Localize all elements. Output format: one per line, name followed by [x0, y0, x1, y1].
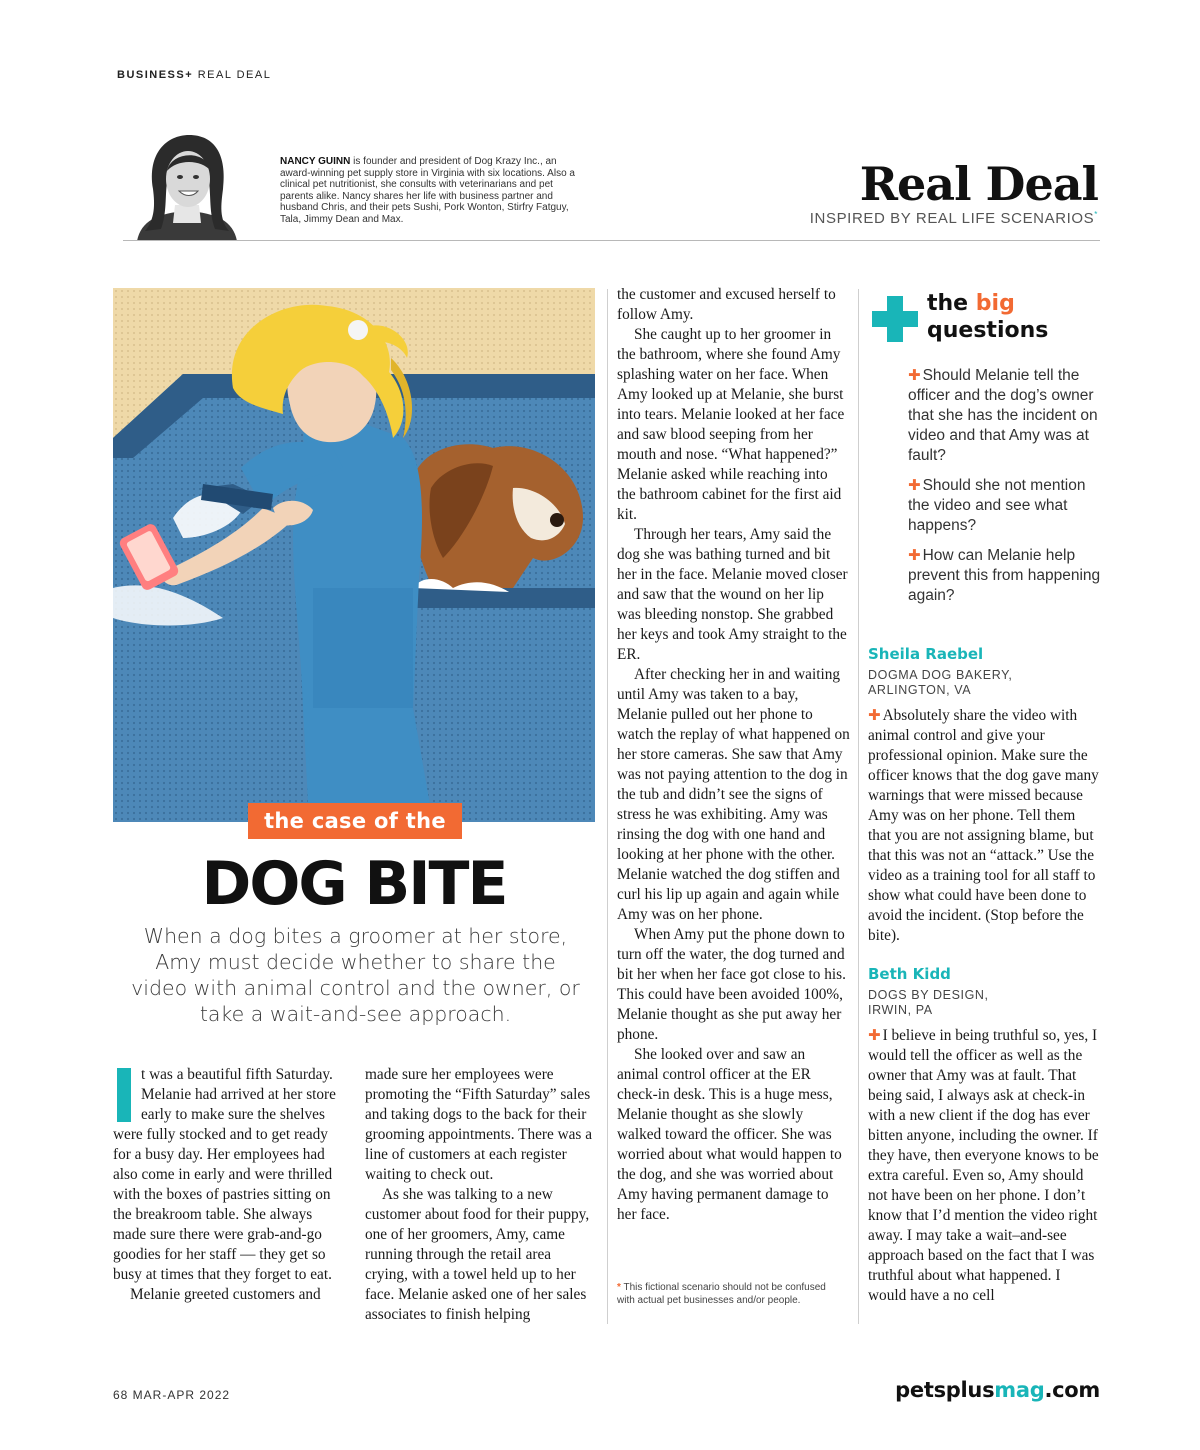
plus-icon: [872, 296, 918, 342]
expert-org-line: ARLINGTON, VA: [868, 682, 972, 697]
section-name: BUSINESS+: [117, 69, 194, 81]
author-bio: [280, 156, 585, 225]
plus-bullet-icon: ✚: [908, 366, 921, 384]
plus-bullet-icon: ✚: [868, 706, 881, 724]
bq-title-highlight: big: [975, 291, 1015, 316]
story-headline: DOG BITE: [201, 849, 507, 919]
bq-title-suffix: questions: [927, 318, 1049, 343]
story-paragraph: the customer and excused herself to follow Amy.: [617, 286, 836, 323]
footnote-text: This fictional scenario should not be confused with actual pet businesses and/or people.: [617, 1282, 826, 1306]
disclaimer-footnote: [617, 1281, 839, 1307]
masthead: [810, 158, 1098, 227]
story-paragraph: When Amy put the phone down to turn off the water, the dog turned and bit her when her face got close to his. This could have been avoided 100%, Melanie thought as she put away her phone.: [617, 926, 846, 1043]
masthead-tagline-text: INSPIRED BY REAL LIFE SCENARIOS: [809, 210, 1095, 227]
expert-answer-text: I believe in being truthful so, yes, I would tell the officer as well as the owner that Amy was at fault. That being said, I always ask at check-in with a new client if the dog has ever bitten anyone, including the owner. If they have, then everyone knows to be extra careful. Even so, Amy should not have been on her phone. I don’t know that I’d mention the video right away. I may take a wait–and-see approach based on the fact that I was truthful about what happened. I would have a no cell: [868, 1027, 1099, 1304]
story-paragraph: Through her tears, Amy said the dog she was bathing turned and bit her in the face. Melanie moved closer and saw that the wound on her lip was bleeding nonstop. She grabbed her keys and took Amy straight to the ER.: [617, 526, 848, 663]
question-text: Should she not mention the video and see what happens?: [908, 477, 1086, 534]
story-paragraph: She caught up to her groomer in the bathroom, where she found Amy splashing water on her face. When Amy looked up at Melanie, she burst into tears. Melanie looked at her face and saw blood seeping from her mouth and nose. “What happened?” Melanie asked while reaching into the bathroom cabinet for the first aid kit.: [617, 326, 845, 523]
author-bio-text: is founder and president of Dog Krazy Inc., an award-winning pet supply store in Virginia with six locations. Also a clinical pet nutritionist, she consults with veterinarians and pet parents alike. Nancy shares her life with business partner and husband Chris, and their pets Sushi, Pork Wonton, Stirfry Fatguy, Tala, Jimmy Dean and Max.: [280, 156, 575, 225]
expert-org-line: DOGS BY DESIGN,: [868, 988, 989, 1002]
site-url-part: mag: [994, 1378, 1045, 1402]
story-paragraph: Melanie greeted customers and: [130, 1286, 321, 1303]
story-paragraph: As she was talking to a new customer about food for their puppy, one of her groomers, Amy, came running through the retail area crying, with a towel held up to her face. Melanie asked one of her sales associates to finish helping: [365, 1186, 590, 1323]
expert-org-line: DOGMA DOG BAKERY,: [868, 668, 1013, 682]
story-paragraph: She looked over and saw an animal control officer at the ER check-in desk. This is a huge mess, Melanie thought as she slowly walked toward the officer. She was worried about what would happen to the dog, and she was worried about Amy having permanent damage to her face.: [617, 1046, 842, 1223]
question-item: [908, 475, 1103, 536]
expert-org: [868, 668, 1013, 697]
story-paragraph: t was a beautiful fifth Saturday. Melanie had arrived at her store early to make sure the shelves were fully stocked and to get ready for a busy day. Her employees had also come in early and were thrilled with the boxes of pastries sitting on the breakroom table. She always made sure there were grab-and-go goodies for her staff — they get so busy at times that they forget to eat.: [113, 1066, 336, 1283]
site-url: [895, 1378, 1100, 1402]
groomer-dog-illustration: [113, 288, 595, 822]
story-deck: When a dog bites a groomer at her store, Amy must decide whether to share the video with animal control and the owner, or take a wait-and-see approach.: [131, 924, 580, 1026]
story-column-3: [617, 285, 850, 1225]
expert-name: Beth Kidd: [868, 965, 951, 983]
section-tag: [117, 69, 271, 81]
dropcap-bar: [117, 1068, 131, 1122]
big-questions-title: [927, 290, 1048, 344]
site-url-part: petsplus: [895, 1378, 995, 1402]
question-item: [908, 545, 1103, 606]
site-url-part: .com: [1044, 1378, 1100, 1402]
column-divider: [607, 289, 608, 1324]
story-paragraph: After checking her in and waiting until Amy was taken to a bay, Melanie pulled out her phone to watch the replay of what happened on her store cameras. She saw that Amy was not paying attention to the dog in the tub and didn’t see the signs of stress he was exhibiting. Amy was rinsing the dog with one hand and looking at her phone with the other. Melanie watched the dog stiffen and curl his lip up again and again while Amy was on her phone.: [617, 666, 850, 923]
question-item: [908, 365, 1103, 466]
masthead-title: Real Deal: [859, 157, 1098, 211]
plus-bullet-icon: ✚: [908, 546, 921, 564]
bq-title-prefix: the: [927, 291, 969, 316]
plus-bullet-icon: ✚: [868, 1026, 881, 1044]
expert-org-line: IRWIN, PA: [868, 1002, 933, 1017]
expert-org: [868, 988, 989, 1017]
expert-answer: [868, 1025, 1100, 1306]
author-photo: [123, 133, 251, 241]
story-paragraph: made sure her employees were promoting the “Fifth Saturday” sales and taking dogs to the back for their grooming appointments. There was a line of customers at each register waiting to check out.: [365, 1066, 592, 1183]
story-column-2: [365, 1065, 597, 1325]
tagline-mark: *: [1094, 210, 1098, 219]
case-kicker-banner: the case of the: [248, 803, 462, 839]
big-questions-list: [908, 365, 1103, 615]
plus-bullet-icon: ✚: [908, 476, 921, 494]
expert-name: Sheila Raebel: [868, 645, 984, 663]
subsection-name: REAL DEAL: [197, 69, 272, 81]
page-folio: 68 MAR-APR 2022: [113, 1388, 231, 1402]
asterisk-icon: *: [617, 1282, 621, 1293]
header-rule: [123, 240, 1100, 241]
masthead-tagline: [810, 210, 1098, 227]
expert-answer: [868, 705, 1100, 946]
question-text: Should Melanie tell the officer and the dog’s owner that she has the incident on video and that Amy was at fault?: [908, 367, 1098, 464]
story-column-1: [113, 1065, 348, 1305]
expert-answer-text: Absolutely share the video with animal control and give your professional opinion. Make sure the officer knows that the dog gave many warnings that were missed because Amy was on her phone. Tell them that you are not assigning blame, but that this was not an “attack.” Use the video as a training tool for all staff to show what could have been done to avoid the incident. (Stop before the bite).: [868, 707, 1099, 944]
question-text: How can Melanie help prevent this from happening again?: [908, 547, 1101, 604]
author-name: NANCY GUINN: [280, 156, 351, 167]
column-divider: [858, 289, 859, 1324]
